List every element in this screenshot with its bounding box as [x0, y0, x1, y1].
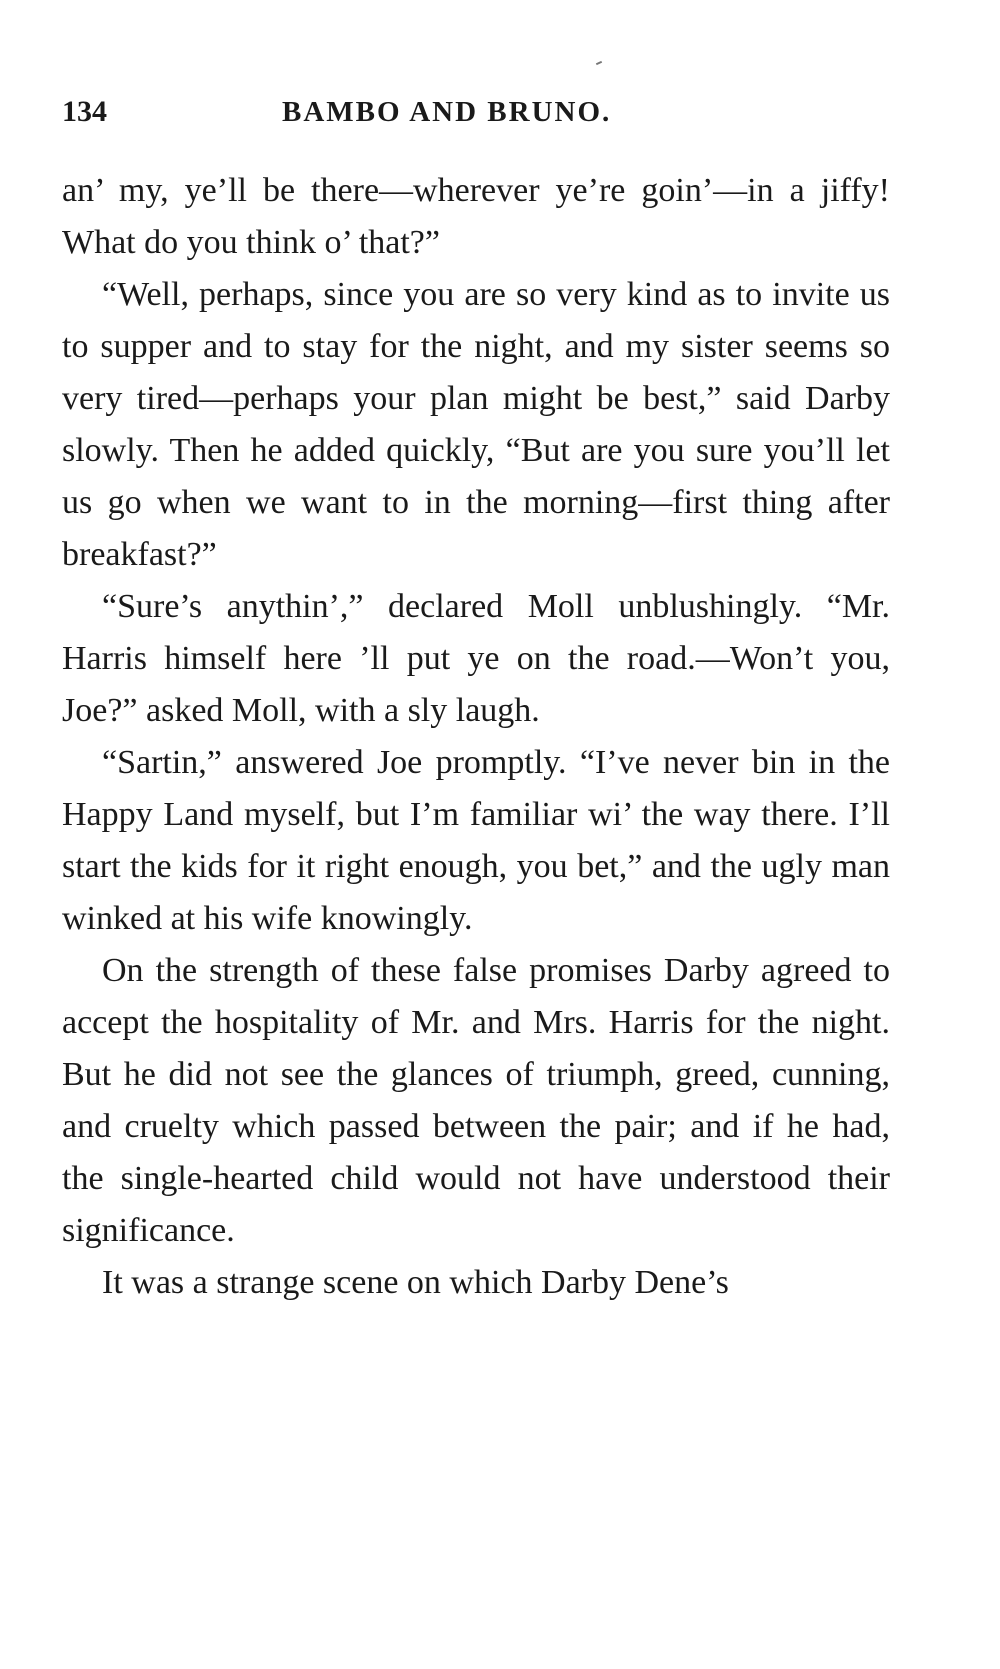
paragraph: It was a strange scene on which Darby Dene’s — [102, 1264, 729, 1301]
paragraph-continuation: an’ my, ye’ll be there—wherever ye’re goin’—in a jiffy! What do you think o’ that?” — [62, 172, 890, 261]
running-title: BAMBO AND BRUNO. — [282, 96, 612, 128]
page-number: 134 — [62, 95, 107, 128]
paragraph: “Sartin,” answered Joe promptly. “I’ve never bin in the Happy Land myself, but I’m familiar wi’ the way there. I’ll start the kids for it right enough, you bet,” and the ugly man winked at his wife knowingly. — [62, 744, 890, 937]
paragraph: On the strength of these false promises Darby agreed to accept the hospitality of Mr. and Mrs. Harris for the night. But he did not see the glances of triumph, greed, cunning, and cruelty which passed between the pair; and if he had, the single-hearted child would not have understood their significance. — [62, 952, 890, 1249]
print-speck — [596, 61, 602, 65]
book-page — [62, 95, 890, 1309]
paragraph: “Well, perhaps, since you are so very kind as to invite us to supper and to stay for the night, and my sister seems so very tired—perhaps your plan might be best,” said Darby slowly. Then he added quickly, “But are you sure you’ll let us go when we want to in the morning—first thing after breakfast?” — [62, 276, 890, 573]
running-head — [62, 95, 890, 147]
paragraph: “Sure’s anythin’,” declared Moll unblushingly. “Mr. Harris himself here ’ll put ye on the road.—Won’t you, Joe?” asked Moll, with a sly laugh. — [62, 588, 890, 729]
body-text — [62, 165, 890, 1309]
